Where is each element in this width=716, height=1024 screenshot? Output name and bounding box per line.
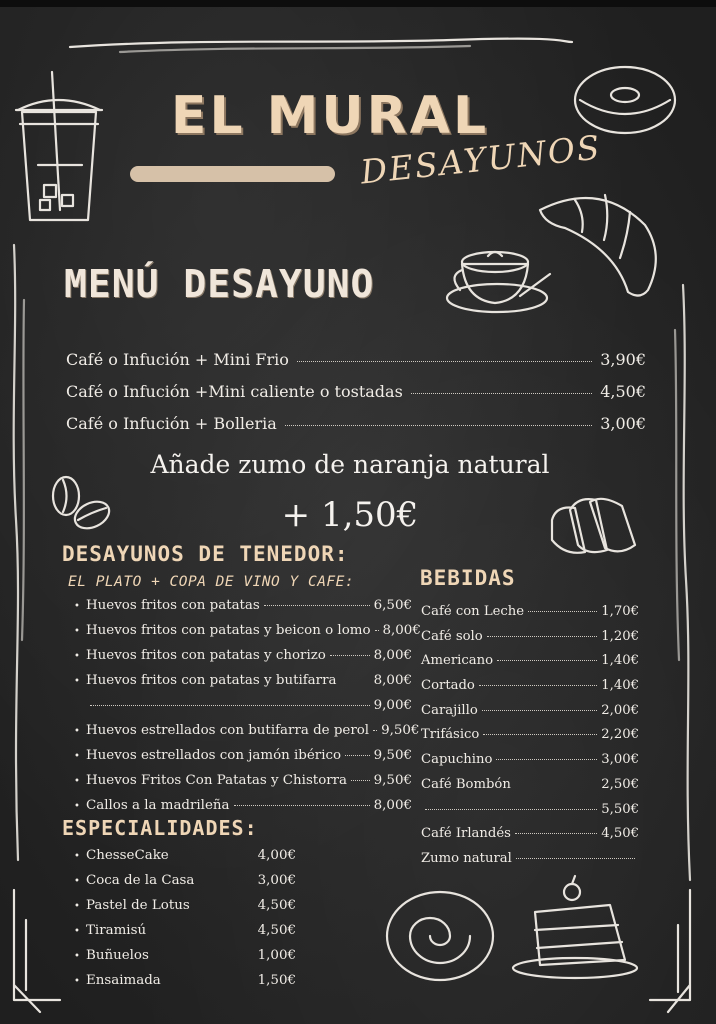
menu-item-price: 3,00€ (600, 414, 646, 433)
bullet: • (74, 851, 80, 862)
juice-price: + 1,50€ (281, 495, 419, 535)
list-item (421, 604, 639, 629)
item-price: 1,20€ (601, 628, 639, 644)
item-price: 1,50€ (257, 973, 296, 988)
item-price: 5,50€ (601, 801, 639, 817)
item-label: Huevos fritos con patatas (86, 598, 260, 613)
item-price: 8,00€ (382, 623, 421, 638)
item-price: 9,50€ (373, 748, 412, 763)
item-label: Capuchino (421, 752, 493, 768)
brand-subtitle: DESAYUNOS (358, 127, 604, 192)
list-item (421, 802, 639, 827)
item-label: Huevos fritos con patatas y beicon o lomo (86, 623, 371, 638)
menu-item-label: Café o Infución + Mini Frio (66, 350, 289, 369)
menu-title: MENÚ DESAYUNO (64, 262, 375, 306)
dot-leader (285, 425, 592, 426)
item-price: 9,50€ (381, 723, 420, 738)
dot-leader (373, 730, 377, 731)
tenedor-list (74, 598, 421, 823)
dot-leader (425, 809, 597, 810)
dot-leader (297, 361, 592, 362)
juice-offer: Añade zumo de naranja natural (150, 450, 550, 479)
list-item (74, 723, 420, 748)
item-price: 8,00€ (373, 673, 412, 688)
coffee-cup-icon (447, 252, 550, 312)
dot-leader (411, 393, 592, 394)
croissant-icon (540, 195, 656, 296)
item-label: Café Irlandés (421, 826, 511, 842)
list-item (74, 923, 296, 948)
tenedor-title: DESAYUNOS DE TENEDOR: (62, 542, 349, 566)
bullet: • (74, 951, 80, 962)
list-item (421, 653, 639, 678)
menu-item (66, 414, 646, 433)
item-label: Café con Leche (421, 604, 525, 619)
item-price: 4,50€ (257, 923, 296, 938)
item-label: Buñuelos (86, 948, 149, 963)
menu-item-label: Café o Infución +Mini caliente o tostadas (66, 382, 403, 401)
menu-item (66, 382, 646, 401)
bullet: • (74, 751, 80, 762)
dot-leader (528, 611, 597, 612)
especialidades-list (74, 848, 296, 998)
coffee-beans-icon (53, 477, 113, 533)
item-label: Coca de la Casa (86, 873, 195, 888)
item-price: 3,00€ (257, 873, 296, 888)
item-label: Callos a la madrileña (86, 798, 230, 813)
list-item (421, 678, 639, 703)
dot-leader (330, 655, 370, 656)
chalk-stroke (130, 166, 335, 182)
item-label: Americano (421, 653, 494, 669)
item-label: Huevos fritos con patatas y chorizo (86, 648, 326, 663)
bebidas-list (421, 604, 639, 876)
dot-leader (483, 734, 597, 735)
bullet: • (74, 601, 80, 612)
bullet: • (74, 626, 80, 637)
item-label: Café solo (421, 628, 483, 644)
item-price: 1,00€ (257, 948, 296, 963)
bullet: • (74, 651, 80, 662)
item-price: 2,00€ (601, 702, 639, 718)
list-item (74, 948, 296, 973)
item-label: ChesseCake (86, 848, 169, 863)
item-label: Huevos Fritos Con Patatas y Chistorra (86, 773, 348, 788)
dot-leader (516, 858, 635, 859)
dot-leader (90, 705, 370, 706)
item-price: 8,00€ (373, 798, 412, 813)
list-item (74, 773, 412, 798)
tenedor-subtitle: EL PLATO + COPA DE VINO Y CAFE: (68, 574, 355, 590)
item-label: Café Bombón (421, 776, 511, 792)
item-label: Cortado (421, 678, 475, 694)
list-item (74, 848, 296, 873)
menu-list (66, 350, 646, 446)
donut-icon (575, 67, 675, 133)
especialidades-title: ESPECIALIDADES: (62, 816, 258, 840)
dot-leader (487, 636, 598, 637)
item-price: 8,00€ (373, 648, 412, 663)
menu-item-price: 4,50€ (600, 382, 646, 401)
dot-leader (264, 605, 370, 606)
item-label: Huevos estrellados con butifarra de perol (86, 723, 370, 738)
item-price: 4,50€ (601, 826, 639, 842)
list-item (74, 748, 412, 773)
menu-item (66, 350, 646, 369)
item-label: Huevos estrellados con jamón ibérico (86, 748, 342, 763)
item-label: Tiramisú (86, 923, 147, 938)
bread-slices-icon (552, 499, 635, 553)
bullet: • (74, 976, 80, 987)
cinnamon-roll-icon (387, 892, 493, 980)
dot-leader (496, 759, 597, 760)
item-price: 2,50€ (601, 776, 639, 792)
bullet: • (74, 801, 80, 812)
item-price: 9,50€ (373, 773, 412, 788)
dot-leader (482, 710, 597, 711)
item-price: 1,40€ (601, 653, 639, 669)
list-item (74, 873, 296, 898)
list-item (74, 898, 296, 923)
bullet: • (74, 876, 80, 887)
list-item (421, 777, 639, 802)
item-price: 1,40€ (601, 678, 639, 694)
list-item (74, 648, 412, 673)
item-price: 3,00€ (601, 752, 639, 768)
bullet: • (74, 901, 80, 912)
bullet: • (74, 676, 80, 687)
dot-leader (234, 805, 370, 806)
list-item (74, 598, 412, 623)
item-label: Pastel de Lotus (86, 898, 190, 913)
dot-leader (345, 755, 370, 756)
cake-slice-icon (513, 876, 637, 978)
list-item (421, 727, 639, 752)
item-price: 1,70€ (601, 604, 639, 619)
bullet: • (74, 726, 80, 737)
item-price: 2,20€ (601, 727, 639, 743)
dot-leader (497, 660, 597, 661)
list-item (421, 851, 639, 876)
menu-item-price: 3,90€ (600, 350, 646, 369)
list-item (421, 703, 639, 728)
list-item (421, 629, 639, 654)
item-price: 4,50€ (257, 898, 296, 913)
dot-leader (515, 833, 597, 834)
list-item (74, 623, 421, 648)
item-label: Trifásico (421, 727, 480, 743)
item-price: 4,00€ (257, 848, 296, 863)
item-label: Ensaimada (86, 973, 161, 988)
item-label: Huevos fritos con patatas y butifarra (86, 673, 337, 688)
item-label: Zumo natural (421, 850, 512, 866)
dot-leader (375, 630, 379, 631)
iced-drink-icon (16, 72, 102, 220)
brand-name: EL MURAL (170, 86, 490, 146)
bullet: • (74, 926, 80, 937)
list-item (74, 973, 296, 998)
bebidas-title: BEBIDAS (420, 566, 516, 590)
list-item (74, 698, 412, 723)
dot-leader (351, 780, 370, 781)
dot-leader (479, 685, 597, 686)
list-item (421, 826, 639, 851)
item-price: 6,50€ (373, 598, 412, 613)
list-item (421, 752, 639, 777)
menu-item-label: Café o Infución + Bolleria (66, 414, 277, 433)
bullet: • (74, 776, 80, 787)
item-label: Carajillo (421, 702, 478, 718)
item-price: 9,00€ (373, 698, 412, 713)
list-item (74, 673, 412, 698)
